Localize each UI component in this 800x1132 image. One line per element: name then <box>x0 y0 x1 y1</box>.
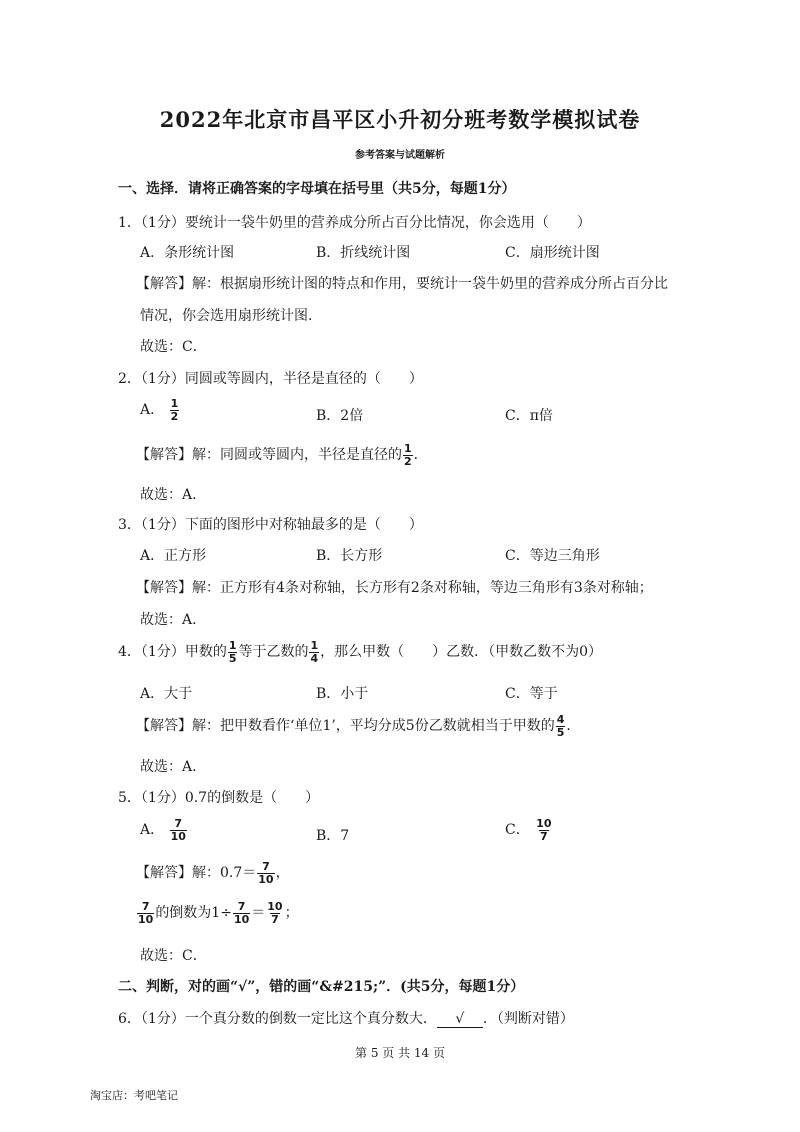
document-title: 2022年北京市昌平区小升初分班考数学模拟试卷 <box>159 107 641 132</box>
fraction: $\frac{7}{10}$ <box>138 900 154 926</box>
question-3-option-c: C．等边三角形 <box>505 548 600 564</box>
question-2-stem: 2．（1分）同圆或等圆内，半径是直径的（ ） <box>118 371 423 387</box>
question-4-result: 故选：A． <box>140 759 207 775</box>
solution-text: 的倒数为1÷ <box>155 905 232 922</box>
question-5-option-b: B．7 <box>316 828 350 844</box>
question-3-solution: 【解答】解：正方形有4条对称轴，长方形有2条对称轴，等边三角形有3条对称轴； <box>136 580 653 596</box>
fraction: $\frac{10}{7}$ <box>536 817 552 843</box>
stem-text: 4．（1分）甲数的 <box>118 644 227 661</box>
question-5-option-c <box>505 818 553 842</box>
question-3-result: 故选：A． <box>140 612 207 628</box>
equals-sign: ＝ <box>251 905 266 922</box>
question-3-option-a: A．正方形 <box>140 548 207 564</box>
question-1-result: 故选：C． <box>140 339 207 355</box>
option-c-label: C． <box>505 822 530 839</box>
question-3-option-b: B．长方形 <box>316 548 383 564</box>
solution-text: 【解答】解：同圆或等圆内，半径是直径的 <box>136 447 402 464</box>
fraction: $\frac{1}{4}$ <box>310 639 319 665</box>
question-3-stem: 3．（1分）下面的图形中对称轴最多的是（ ） <box>118 517 423 533</box>
solution-text: 【解答】解：把甲数看作‘单位1’，平均分成5份乙数就相当于甲数的 <box>136 718 555 735</box>
question-6-stem <box>118 1008 574 1028</box>
solution-punct: ． <box>566 718 581 735</box>
question-2-option-c: C．π倍 <box>505 408 553 424</box>
question-4-stem <box>118 640 602 664</box>
question-2-option-a <box>140 398 180 422</box>
question-1-solution-line2: 情况，你会选用扇形统计图． <box>140 308 322 324</box>
question-1-option-b: B．折线统计图 <box>316 245 411 261</box>
document-subtitle: 参考答案与试题解析 <box>355 150 445 161</box>
question-1-option-c: C．扇形统计图 <box>505 245 600 261</box>
question-5-solution-line1 <box>136 861 290 885</box>
question-5-solution-line2 <box>136 901 299 925</box>
answer-blank: √ <box>437 1011 483 1028</box>
fraction: $\frac{1}{5}$ <box>228 639 237 665</box>
option-a-label: A． <box>140 402 165 419</box>
solution-punct: ． <box>413 447 428 464</box>
watermark-shop: 淘宝店：考吧笔记 <box>90 1089 178 1102</box>
question-4-option-b: B．小于 <box>316 686 369 702</box>
question-4-solution <box>136 714 580 738</box>
page-number-footer: 第 5 页 共 14 页 <box>355 1046 445 1060</box>
solution-punct: ； <box>284 905 299 922</box>
fraction: $\frac{1}{2}$ <box>404 442 412 468</box>
stem-text: ．（判断对错） <box>482 1011 574 1027</box>
question-1-option-a: A．条形统计图 <box>140 245 235 261</box>
fraction: $\frac{7}{10}$ <box>170 817 186 843</box>
option-a-label: A． <box>140 822 165 839</box>
question-5-stem: 5．（1分）0.7的倒数是（ ） <box>118 790 320 806</box>
question-4-option-a: A．大于 <box>140 686 193 702</box>
fraction: $\frac{4}{5}$ <box>556 713 565 739</box>
question-2-option-b: B．2倍 <box>316 408 364 424</box>
question-5-result: 故选：C． <box>140 948 207 964</box>
question-2-solution <box>136 443 428 467</box>
question-1-stem: 1．（1分）要统计一袋牛奶里的营养成分所占百分比情况，你会选用（ ） <box>118 215 591 231</box>
section-heading-choice: 一、选择．请将正确答案的字母填在括号里（共5分，每题1分） <box>118 181 516 197</box>
fraction: $\frac{1}{2}$ <box>170 397 179 423</box>
fraction: $\frac{7}{10}$ <box>258 860 274 886</box>
section-heading-judge: 二、判断，对的画“√”，错的画“&#215;”．(共5分，每题1分） <box>118 979 525 995</box>
solution-text: 【解答】解：0.7＝ <box>136 865 257 882</box>
stem-text: 等于乙数的 <box>238 644 309 661</box>
question-5-option-a <box>140 818 188 842</box>
fraction: $\frac{7}{10}$ <box>233 900 250 926</box>
question-1-solution-line1: 【解答】解：根据扇形统计图的特点和作用，要统计一袋牛奶里的营养成分所占百分比 <box>136 276 668 292</box>
solution-punct: ， <box>275 865 290 882</box>
question-4-option-c: C．等于 <box>505 686 558 702</box>
fraction: $\frac{10}{7}$ <box>267 900 283 926</box>
stem-text: ，那么甲数（ ）乙数．（甲数乙数不为0） <box>320 644 603 661</box>
stem-text: 6．（1分）一个真分数的倒数一定比这个真分数大． <box>118 1011 437 1027</box>
question-2-result: 故选：A． <box>140 487 207 503</box>
